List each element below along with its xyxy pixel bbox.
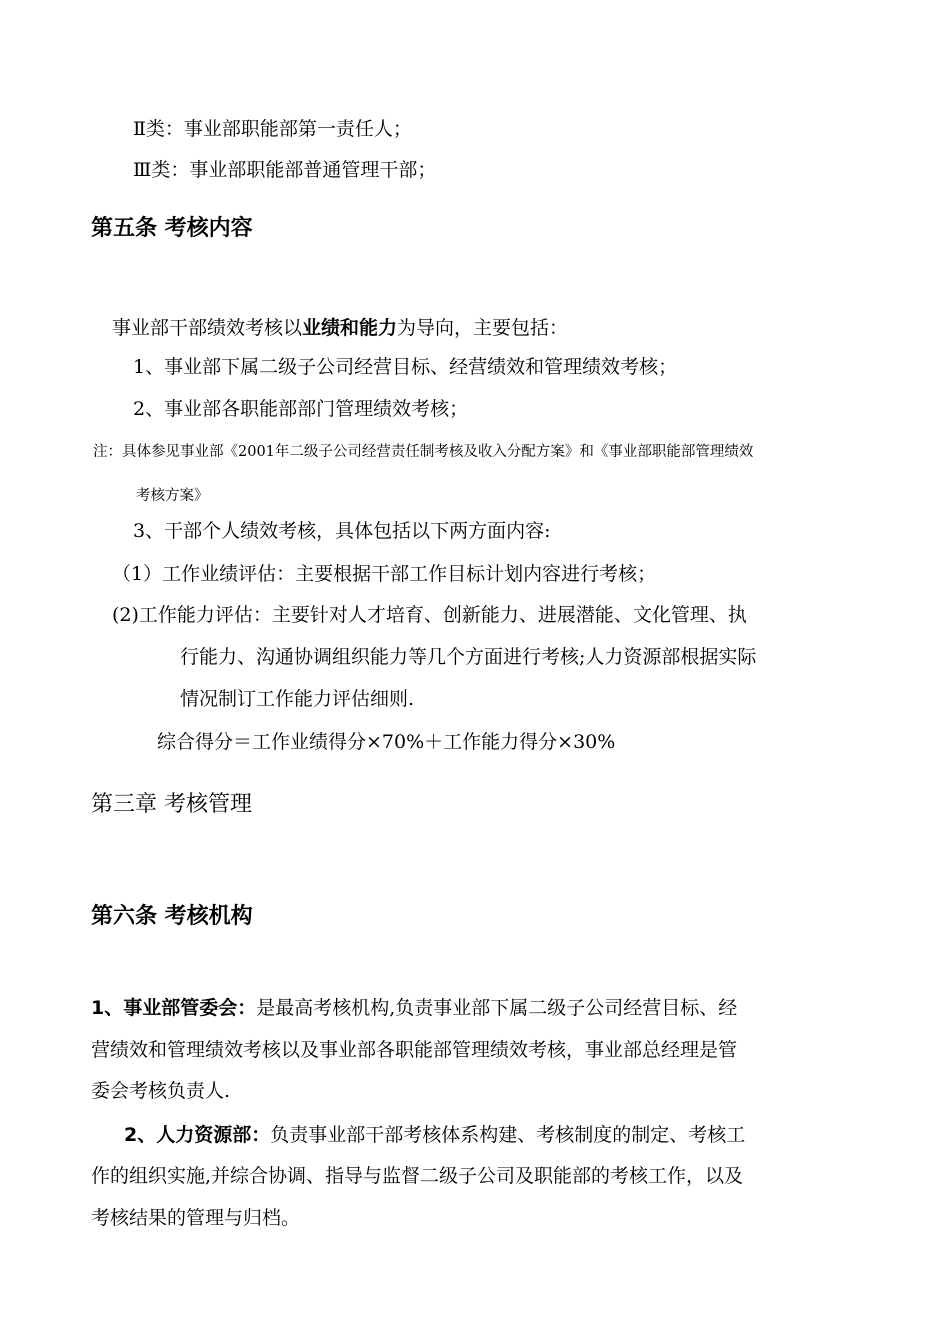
authority-2-line-2: 作的组织实施,并综合协调、指导与监督二级子公司及职能部的考核工作，以及 [91,1165,744,1187]
intro-paragraph [112,315,568,341]
score-formula: 综合得分＝工作业绩得分×70%＋工作能力得分×30% [157,731,616,753]
sub-item-2-line-1: (2)工作能力评估：主要针对人才培育、创新能力、进展潜能、文化管理、执 [112,604,747,626]
authority-1-line-3: 委会考核负责人. [91,1080,231,1102]
authority-1-line-1 [91,995,737,1021]
category-iii-line: Ⅲ类：事业部职能部普通管理干部； [133,159,437,181]
list-item-2: 2、事业部各职能部部门管理绩效考核； [133,398,469,420]
authority-2-label: 2、人力资源部： [124,1124,271,1146]
list-item-3: 3、干部个人绩效考核，具体包括以下两方面内容: [133,520,551,542]
authority-1-text: 是最高考核机构,负责事业部下属二级子公司经营目标、经 [256,997,738,1019]
sub-item-1: （1）工作业绩评估：主要根据干部工作目标计划内容进行考核； [112,563,657,585]
intro-text-emphasis: 业绩和能力 [302,317,398,339]
sub-item-2-line-3: 情况制订工作能力评估细则. [180,688,415,710]
authority-1-label: 1、事业部管委会： [91,997,257,1019]
authority-2-line-3: 考核结果的管理与归档。 [91,1207,301,1229]
intro-text-end: 为导向，主要包括： [397,317,569,339]
article-6-heading: 第六条 考核机构 [91,903,253,929]
note-line-2: 考核方案》 [136,488,209,504]
category-ii-line: Ⅱ类：事业部职能部第一责任人； [133,118,412,140]
list-item-1: 1、事业部下属二级子公司经营目标、经营绩效和管理绩效考核； [133,356,678,378]
article-5-heading: 第五条 考核内容 [91,215,253,241]
authority-2-text: 负责事业部干部考核体系构建、考核制度的制定、考核工 [270,1124,746,1146]
intro-text-start: 事业部干部绩效考核以 [112,317,303,339]
note-line-1: 注：具体参见事业部《2001年二级子公司经营责任制考核及收入分配方案》和《事业部职能部管理绩效 [93,444,754,460]
authority-2-line-1 [124,1122,745,1148]
chapter-3-heading: 第三章 考核管理 [91,792,252,817]
authority-1-line-2: 营绩效和管理绩效考核以及事业部各职能部管理绩效考核，事业部总经理是管 [91,1039,738,1061]
sub-item-2-line-2: 行能力、沟通协调组织能力等几个方面进行考核;人力资源部根据实际 [180,646,757,668]
